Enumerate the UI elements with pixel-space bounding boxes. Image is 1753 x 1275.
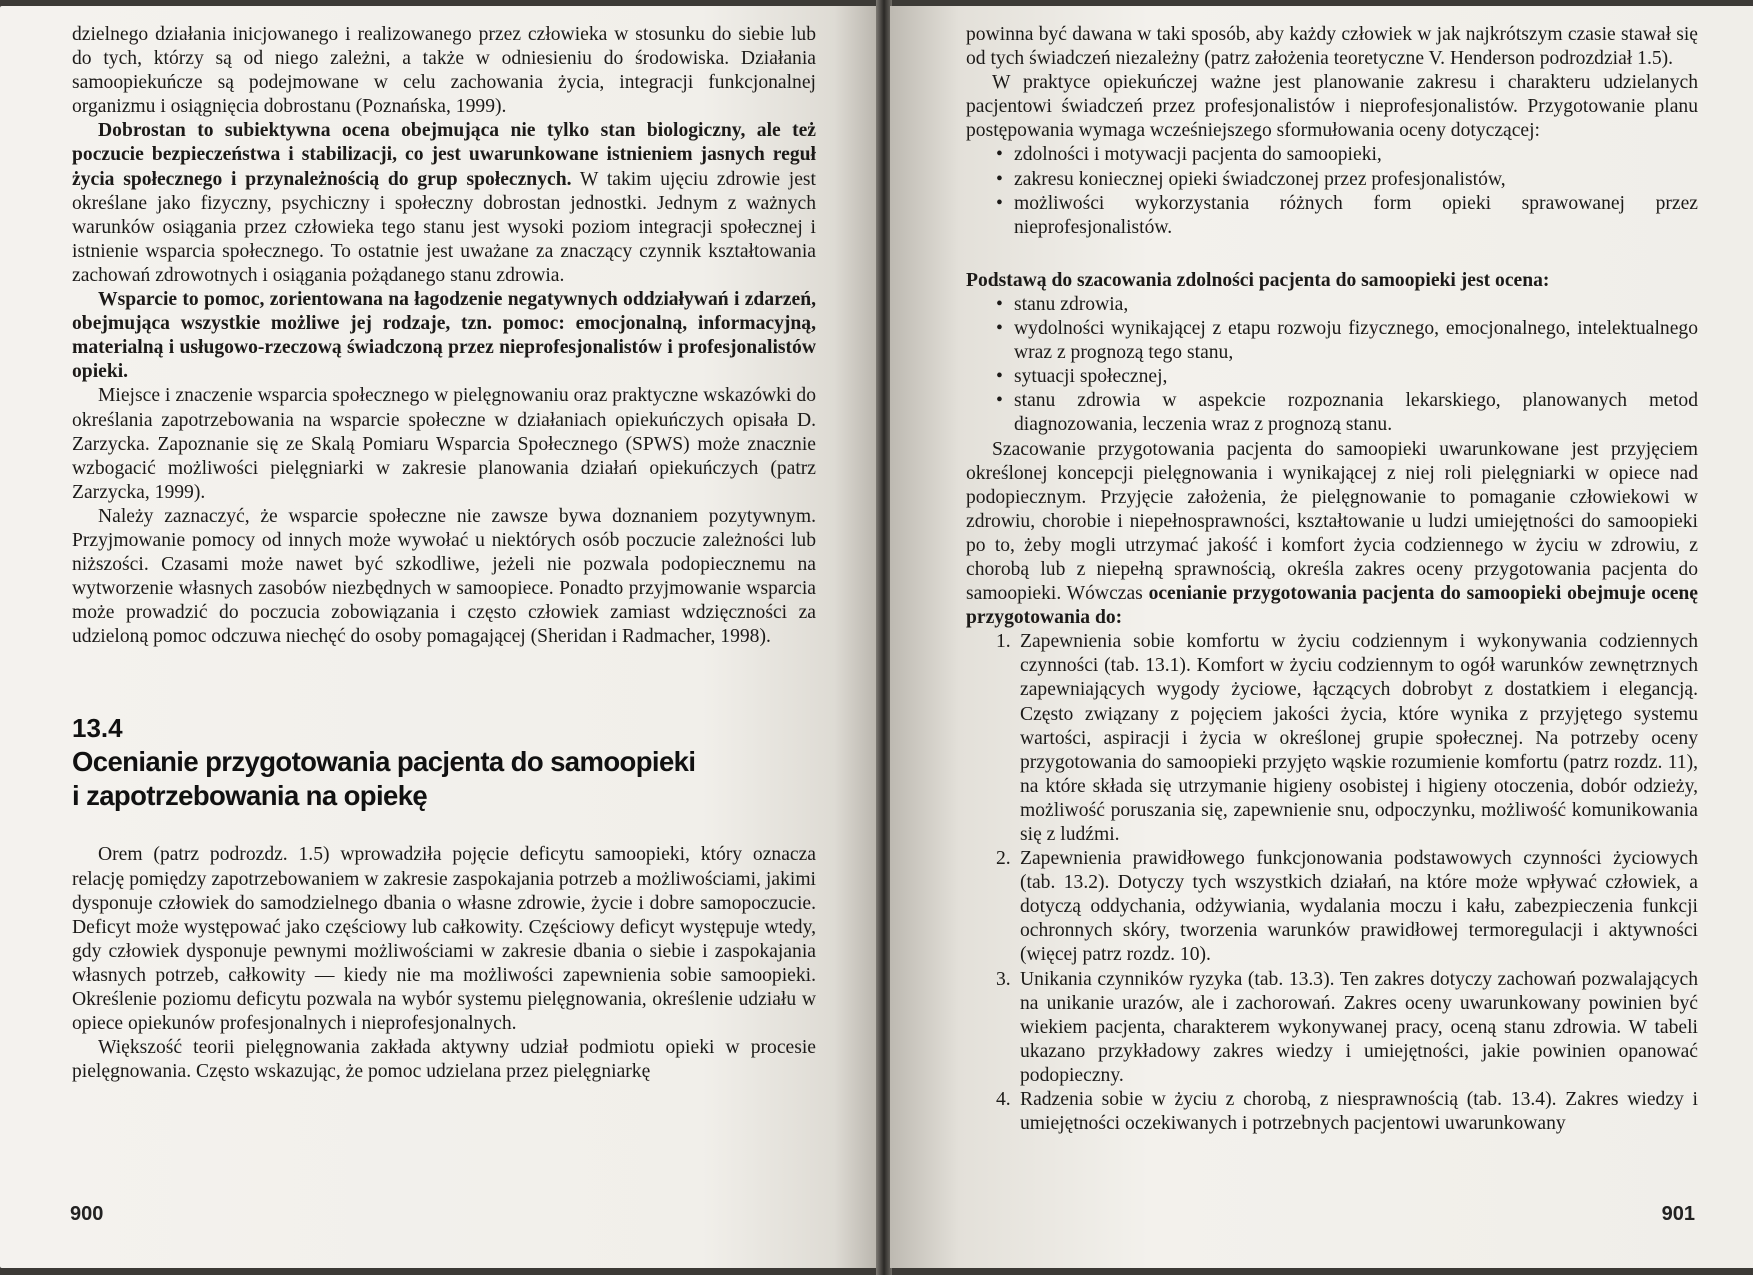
list-item: • zdolności i motywacji pacjenta do samoopieki,	[996, 143, 1698, 167]
definition-support: Wsparcie to pomoc, zorientowana na łagodzenie negatywnych oddziaływań i zdarzeń, obejmująca wszystkie możliwe jej rodzaje, tzn. pomoc: emocjonalną, informacyjną, materialną i usługowo-rzeczową świadczoną przez nieprofesjonalistów i profesjonalistów opieki.	[72, 289, 816, 383]
paragraph	[966, 269, 1698, 293]
bullet-list	[966, 143, 1698, 239]
section-number: 13.4	[72, 713, 123, 744]
spacer	[966, 240, 1698, 269]
list-item: • stanu zdrowia,	[996, 293, 1698, 317]
list-item: • sytuacji społecznej,	[996, 365, 1698, 389]
paragraph	[72, 288, 816, 384]
paragraph: Większość teorii pielęgnowania zakłada aktywny udział podmiotu opieki w procesie pielęgnowania. Często wskazując, że pomoc udzielana przez pielęgniarkę	[72, 1037, 816, 1083]
list-item	[996, 847, 1698, 967]
page-number: 901	[1661, 1203, 1695, 1225]
item-number: 4.	[996, 1089, 1011, 1111]
left-page	[0, 6, 878, 1268]
list-item: • wydolności wynikającej z etapu rozwoju fizycznego, emocjonalnego, intelektualnego wraz z prognozą tego stanu,	[996, 317, 1698, 365]
list-item: • zakresu koniecznej opieki świadczonej przez profesjonalistów,	[996, 168, 1698, 192]
list-item: • możliwości wykorzystania różnych form opieki sprawowanej przez nieprofesjonalistów.	[996, 192, 1698, 240]
list-item	[996, 968, 1698, 1088]
paragraph: Orem (patrz podrozdz. 1.5) wprowadziła pojęcie deficytu samoopieki, który oznacza relację pomiędzy zapotrzebowaniem w zakresie zaspokajania potrzeb a możliwościami, jakimi dysponuje człowiek do samodzielnego dbania o własne zdrowie, życie i dobre samopoczucie. Deficyt może występować jako częściowy lub całkowity. Częściowy deficyt występuje wtedy, gdy człowiek dysponuje pewnymi możliwościami w zakresie dbania o siebie i zaspokajania własnych potrzeb, całkowity — kiedy nie ma możliwości zapewnienia sobie samoopieki. Określenie poziomu deficytu pozwala na wybór systemu pielęgnowania, określenie udziału w opiece opiekunów profesjonalnych i nieprofesjonalnych.	[72, 844, 816, 1035]
item-text: Zapewnienia sobie komfortu w życiu codziennym i wykonywania codziennych czynności (tab. 13.1). Komfort w życiu codziennym to ogół warunków zewnętrznych zapewniających wygody życiowe, łączących dobrobyt z dostatkiem i elegancją. Często związany z pojęciem jakości życia, które wynika z przyjętego systemu wartości, aspiracji i życia w określonej grupie społecznej. Na potrzeby oceny przygotowania do samoopieki przyjęto wąskie rozumienie komfortu (patrz rozdz. 11), na które składa się utrzymanie higieny osobistej i higieny otoczenia, dobór odzieży, możliwość poruszania się, zapewnienie snu, odpoczynku, możliwość komunikowania się z ludźmi.	[1020, 631, 1698, 845]
item-text: Unikania czynników ryzyka (tab. 13.3). Ten zakres dotyczy zachowań pozwalających na unikanie urazów, ale i zachorowań. Zakres oceny uwarunkowany powinien być wiekiem pacjenta, charakterem wykonywanej pracy, oceną stanu zdrowia. W tabeli ukazano przykładowy zakres wiedzy i umiejętności, jakie powinien opanować podopieczny.	[1020, 968, 1698, 1086]
paragraph	[72, 119, 816, 288]
list-item: • stanu zdrowia w aspekcie rozpoznania lekarskiego, planowanych metod diagnozowania, leczenia wraz z prognozą stanu.	[996, 389, 1698, 437]
right-page	[890, 6, 1753, 1268]
assessment-scope: ocenianie przygotowania pacjenta do samoopieki obejmuje ocenę przygotowania do:	[966, 583, 1698, 629]
item-text: Radzenia sobie w życiu z chorobą, z niesprawnością (tab. 13.4). Zakres wiedzy i umiejętności oczekiwanych i potrzebnych pacjentowi uwarunkowany	[1020, 1089, 1698, 1135]
definition-wellbeing: Dobrostan to subiektywna ocena obejmująca nie tylko stan biologiczny, ale też poczucie bezpieczeństwa i stabilizacji, co jest uwarunkowane istnieniem jasnych reguł życia społecznego i przynależnością do grup społecznych.	[72, 120, 816, 190]
item-number: 3.	[996, 968, 1011, 990]
numbered-list	[966, 630, 1698, 1136]
page-number: 900	[70, 1203, 104, 1225]
section-title-line: Ocenianie przygotowania pacjenta do samoopieki	[72, 746, 696, 778]
paragraph	[966, 438, 1698, 631]
item-number: 2.	[996, 848, 1011, 870]
item-text: Zapewnienia prawidłowego funkcjonowania podstawowych czynności życiowych (tab. 13.2). Dotyczy tych wszystkich działań, na które może wpływać człowiek, a dotyczą oddychania, odżywiania, wydalania moczu i kału, zabezpieczenia funkcji ochronnych skóry, tworzenia warunków prawidłowej termoregulacji i aktywności (więcej patrz rozdz. 10).	[1020, 848, 1698, 966]
bullet-list	[966, 293, 1698, 438]
paragraph-text: Szacowanie przygotowania pacjenta do samoopieki uwarunkowane jest przyjęciem określonej koncepcji pielęgnowania i wynikającej z niej roli pielęgniarki w opiece nad podopiecznym. Przyjęcie założenia, że pielęgnowanie to pomaganie człowiekowi w zdrowiu, chorobie i niepełnosprawności, kształtowanie u ludzi umiejętności do samoopieki po to, żeby mogli utrzymać jakość i komfort życia codziennego w życiu w zdrowiu, z chorobą lub z niepełną sprawnością, określa zakres oceny przygotowania pacjenta do samoopieki. Wówczas	[966, 438, 1698, 605]
section-heading	[72, 711, 816, 813]
paragraph: Należy zaznaczyć, że wsparcie społeczne nie zawsze bywa doznaniem pozytywnym. Przyjmowanie pomocy od innych może wywołać u niektórych osób poczucie zależności lub niższości. Czasami może nawet być szkodliwe, jeżeli nie pozwala podopiecznemu na wytworzenie własnych zasobów niezbędnych w samoopiece. Ponadto przyjmowanie wsparcia może prowadzić do poczucia zobowiązania i często człowiek zamiast wdzięczności za udzieloną pomoc odczuwa niechęć do osoby pomagającej (Sheridan i Radmacher, 1998).	[72, 505, 816, 648]
list-item	[996, 1088, 1698, 1136]
paragraph: powinna być dawana w taki sposób, aby każdy człowiek w jak najkrótszym czasie stawał się od tych świadczeń niezależny (patrz założenia teoretyczne V. Henderson podrozdział 1.5).	[966, 24, 1698, 70]
list-item	[996, 630, 1698, 847]
paragraph-text: W takim ujęciu zdrowie jest określane jako fizyczny, psychiczny i społeczny dobrostan jednostki. Jednym z ważnych warunków osiągania przez człowieka tego stanu jest wysoki poziom integracji społecznej i istnienie wsparcia społecznego. To ostatnie jest uważane za znaczący czynnik kształtowania zachowań zdrowotnych i osiągania pożądanego stanu zdrowia.	[72, 168, 816, 286]
paragraph: Miejsce i znaczenie wsparcia społecznego w pielęgnowaniu oraz praktyczne wskazówki do określania zapotrzebowania na wsparcie społeczne w działaniach opiekuńczych opisała D. Zarzycka. Zapoznanie się ze Skalą Pomiaru Wsparcia Społecznego (SPWS) może znacznie wzbogacić możliwości pielęgniarki w zakresie planowania działań opiekuńczych (patrz Zarzycka, 1999).	[72, 385, 816, 503]
section-title-line: i zapotrzebowania na opiekę	[72, 780, 428, 812]
paragraph: dzielnego działania inicjowanego i realizowanego przez człowieka w stosunku do siebie lub do tych, którzy są od niego zależni, a także w odniesieniu do środowiska. Działania samoopiekuńcze są podejmowane w celu zachowania życia, integracji funkcjonalnej organizmu i osiągnięcia dobrostanu (Poznańska, 1999).	[72, 24, 816, 118]
paragraph: W praktyce opiekuńczej ważne jest planowanie zakresu i charakteru udzielanych pacjentowi świadczeń przez profesjonalistów i nieprofesjonalistów. Przygotowanie planu postępowania wymaga wcześniejszego sformułowania oceny dotyczącej:	[966, 72, 1698, 142]
item-number: 1.	[996, 631, 1011, 653]
left-text-column	[72, 23, 816, 1084]
right-text-column	[966, 23, 1698, 1136]
assessment-heading: Podstawą do szacowania zdolności pacjenta do samoopieki jest ocena:	[966, 269, 1550, 291]
